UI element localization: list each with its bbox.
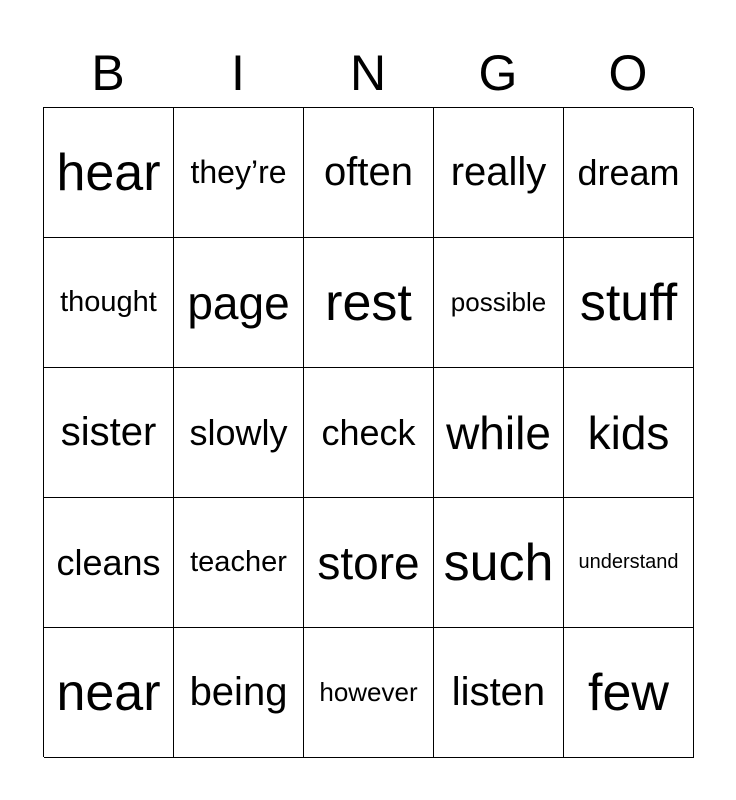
header-letter-n: N — [349, 45, 387, 101]
bingo-cell-r3-c3[interactable]: check — [304, 368, 434, 498]
bingo-cell-r5-c1[interactable]: near — [44, 628, 174, 758]
bingo-cell-r5-c2[interactable]: being — [174, 628, 304, 758]
header-letter-i: I — [231, 45, 245, 101]
bingo-cell-r1-c1[interactable]: hear — [44, 108, 174, 238]
bingo-cell-r5-c4[interactable]: listen — [434, 628, 564, 758]
header-letter-b: B — [91, 45, 125, 101]
bingo-cell-r4-c3[interactable]: store — [304, 498, 434, 628]
bingo-cell-r2-c4[interactable]: possible — [434, 238, 564, 368]
bingo-cell-r2-c3[interactable]: rest — [304, 238, 434, 368]
bingo-cell-r1-c3[interactable]: often — [304, 108, 434, 238]
bingo-cell-r3-c5[interactable]: kids — [564, 368, 694, 498]
bingo-cell-r5-c5[interactable]: few — [564, 628, 694, 758]
bingo-board — [43, 107, 693, 757]
header-letter-g: G — [478, 45, 518, 101]
bingo-cell-r1-c5[interactable]: dream — [564, 108, 694, 238]
bingo-cell-r3-c1[interactable]: sister — [44, 368, 174, 498]
bingo-cell-r4-c2[interactable]: teacher — [174, 498, 304, 628]
bingo-cell-r2-c5[interactable]: stuff — [564, 238, 694, 368]
bingo-cell-r4-c1[interactable]: cleans — [44, 498, 174, 628]
bingo-cell-r2-c2[interactable]: page — [174, 238, 304, 368]
bingo-cell-r5-c3[interactable]: however — [304, 628, 434, 758]
bingo-cell-r3-c4[interactable]: while — [434, 368, 564, 498]
bingo-cell-r1-c4[interactable]: really — [434, 108, 564, 238]
bingo-cell-r2-c1[interactable]: thought — [44, 238, 174, 368]
header-letter-o: O — [608, 45, 648, 101]
bingo-cell-r4-c5[interactable]: understand — [564, 498, 694, 628]
bingo-cell-r1-c2[interactable]: they’re — [174, 108, 304, 238]
bingo-header — [43, 40, 693, 106]
bingo-cell-r4-c4[interactable]: such — [434, 498, 564, 628]
bingo-cell-r3-c2[interactable]: slowly — [174, 368, 304, 498]
